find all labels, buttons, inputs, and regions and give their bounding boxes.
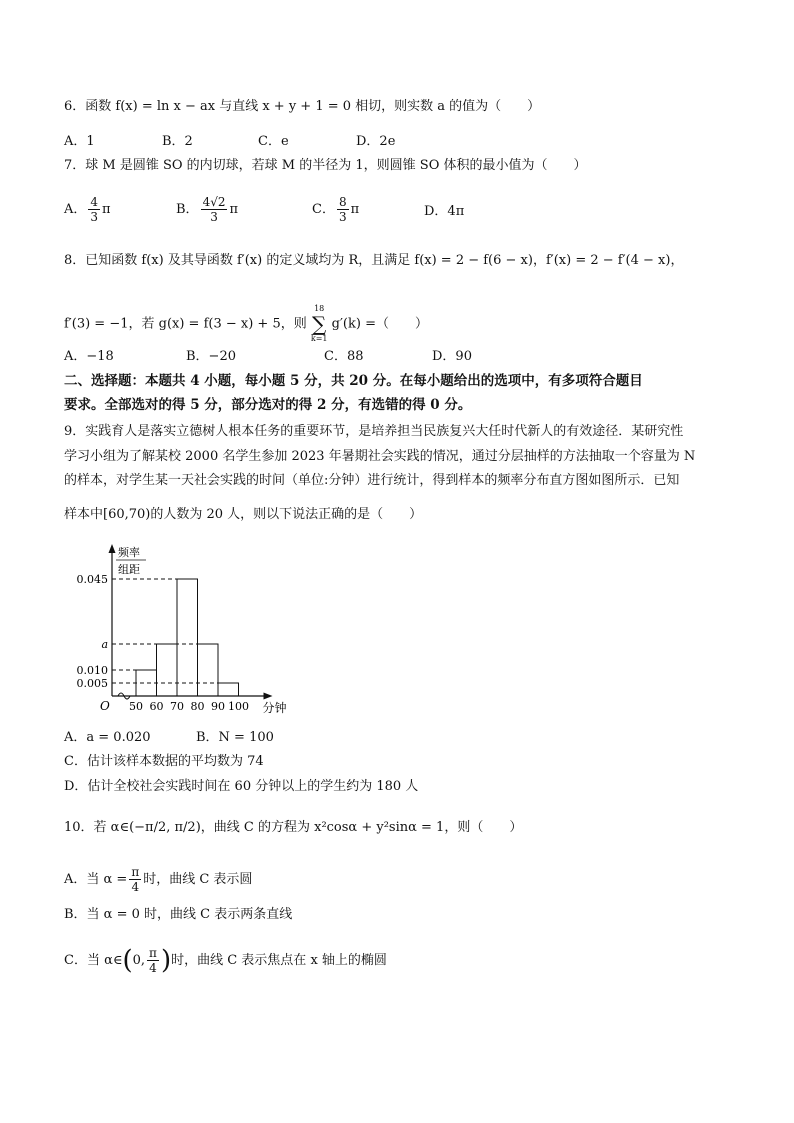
- q10-c-post: 时，曲线 C 表示焦点在 x 轴上的椭圆: [171, 953, 387, 968]
- x-tick-label: 100: [228, 700, 249, 713]
- q7-a-tail: π: [102, 202, 111, 217]
- q10-option-a: [64, 865, 252, 894]
- q7-b-num: 4√2: [202, 195, 226, 209]
- x-tick-label: 50: [129, 700, 143, 713]
- q10-a-post: 时，曲线 C 表示圆: [143, 872, 253, 887]
- q9-line2: 学习小组为了解某校 2000 名学生参加 2023 年暑期社会实践的情况，通过分层抽样的方法抽取一个容量为 N: [64, 449, 696, 464]
- y-label-bottom: 组距: [118, 563, 140, 576]
- q8-option-c: C．88: [324, 349, 364, 364]
- q8-sum-top: 18: [314, 304, 325, 313]
- q6-option-c: C．e: [258, 134, 289, 149]
- q8-line2: [64, 304, 428, 344]
- q7-option-a: [64, 195, 111, 224]
- q8-option-d: D．90: [432, 349, 472, 364]
- y-axis-arrow: [109, 544, 116, 553]
- origin-label: O: [100, 699, 110, 713]
- q8-line1: 8．已知函数 f(x) 及其导函数 f′(x) 的定义域均为 R，且满足 f(x) = 2 − f(6 − x)，f′(x) = 2 − f′(4 − x)，: [64, 253, 684, 268]
- q10-a-fraction: [129, 865, 141, 894]
- q7-b-tail: π: [229, 202, 239, 217]
- q9-line3: 的样本，对学生某一天社会实践的时间（单位:分钟）进行统计，得到样本的频率分布直方图如图所示．已知: [64, 473, 680, 488]
- q7-b-fraction: [201, 195, 228, 224]
- x-tick-label: 90: [211, 700, 225, 713]
- histogram-bar: [177, 579, 198, 696]
- x-axis-arrow: [264, 693, 273, 700]
- y-tick-label: 0.005: [76, 677, 108, 690]
- histogram-bar: [198, 644, 219, 696]
- q7-option-b: [176, 195, 238, 224]
- q10-c-pre: C．当 α∈: [64, 953, 123, 968]
- q9-option-a: A．a = 0.020: [64, 730, 151, 745]
- q7-c-fraction: [337, 195, 349, 224]
- q9-option-d: D．估计全校社会实践时间在 60 分钟以上的学生约为 180 人: [64, 779, 419, 794]
- q10-c-paren-close: ): [160, 945, 172, 976]
- q10-c-den: 4: [149, 961, 157, 975]
- q7-b-label: B．: [176, 202, 199, 217]
- q8-option-b: B．−20: [186, 349, 236, 364]
- q9-line1: 9．实践育人是落实立德树人根本任务的重要环节，是培养担当民族复兴大任时代新人的有效途径．某研究性: [64, 424, 684, 439]
- q8-option-a: A．−18: [64, 349, 114, 364]
- q7-a-num: 4: [90, 195, 99, 209]
- x-axis-label: 分钟: [262, 701, 287, 715]
- q7-stem: 7．球 M 是圆锥 SO 的内切球，若球 M 的半径为 1，则圆锥 SO 体积的最小值为（ ）: [64, 158, 587, 173]
- q7-b-den: 3: [210, 210, 218, 224]
- q6-option-b: B．2: [162, 134, 193, 149]
- q7-c-den: 3: [338, 210, 347, 224]
- histogram-bar: [218, 683, 239, 696]
- frequency-histogram: [64, 540, 294, 720]
- q6-option-a: A．1: [64, 134, 95, 149]
- q9-option-c: C．估计该样本数据的平均数为 74: [64, 754, 264, 769]
- y-label-top: 频率: [118, 546, 140, 559]
- x-tick-label: 70: [170, 700, 184, 713]
- q8-sum-symbol: ∑: [312, 312, 327, 336]
- q8-line2-pre: f′(3) = −1，若 g(x) = f(3 − x) + 5，则: [64, 316, 307, 332]
- q7-a-label: A．: [64, 202, 87, 217]
- q7-a-fraction: [88, 195, 100, 224]
- q10-c-paren-open: (: [122, 945, 133, 976]
- histogram-bar: [136, 670, 157, 696]
- x-tick-label: 80: [190, 700, 205, 713]
- q10-c-fraction: [147, 946, 159, 975]
- q7-option-d: D．4π: [424, 204, 465, 219]
- x-tick-label: 60: [149, 700, 164, 713]
- q7-a-den: 3: [90, 210, 99, 224]
- q10-stem: 10．若 α∈(−π/2, π/2)，曲线 C 的方程为 x²cosα + y²sinα = 1，则（ ）: [64, 820, 523, 835]
- q7-c-tail: π: [350, 202, 360, 217]
- section-2-heading-line1: 二、选择题：本题共 4 小题，每小题 5 分，共 20 分。在每小题给出的选项中，有多项符合题目: [64, 373, 643, 389]
- q9-option-b: B．N = 100: [196, 730, 274, 745]
- q8-summation: [311, 304, 328, 344]
- q7-c-label: C．: [312, 202, 335, 217]
- q8-line2-post: g′(k) =（ ）: [331, 316, 428, 332]
- q10-a-den: 4: [131, 880, 140, 894]
- y-tick-label: a: [101, 638, 108, 651]
- q10-a-pre: A．当 α =: [64, 872, 128, 887]
- q10-a-num: π: [131, 865, 140, 879]
- y-tick-label: 0.045: [76, 573, 108, 586]
- q8-sum-bottom: k=1: [310, 334, 328, 343]
- q6-stem: 6．函数 f(x) = ln x − ax 与直线 x + y + 1 = 0 相切，则实数 a 的值为（ ）: [64, 99, 541, 114]
- q7-c-num: 8: [338, 195, 347, 209]
- y-tick-label: 0.010: [76, 664, 108, 677]
- section-2-heading-line2: 要求。全部选对的得 5 分，部分选对的得 2 分，有选错的得 0 分。: [64, 397, 472, 413]
- q7-option-c: [312, 195, 359, 224]
- q10-c-inner: 0,: [132, 953, 146, 968]
- q10-option-b: B．当 α = 0 时，曲线 C 表示两条直线: [64, 907, 293, 922]
- q6-option-d: D．2e: [356, 134, 396, 149]
- q10-option-c: [64, 946, 387, 975]
- histogram-bar: [157, 644, 178, 696]
- q10-c-num: π: [149, 946, 157, 960]
- q9-line4: 样本中[60,70)的人数为 20 人，则以下说法正确的是（ ）: [64, 507, 423, 522]
